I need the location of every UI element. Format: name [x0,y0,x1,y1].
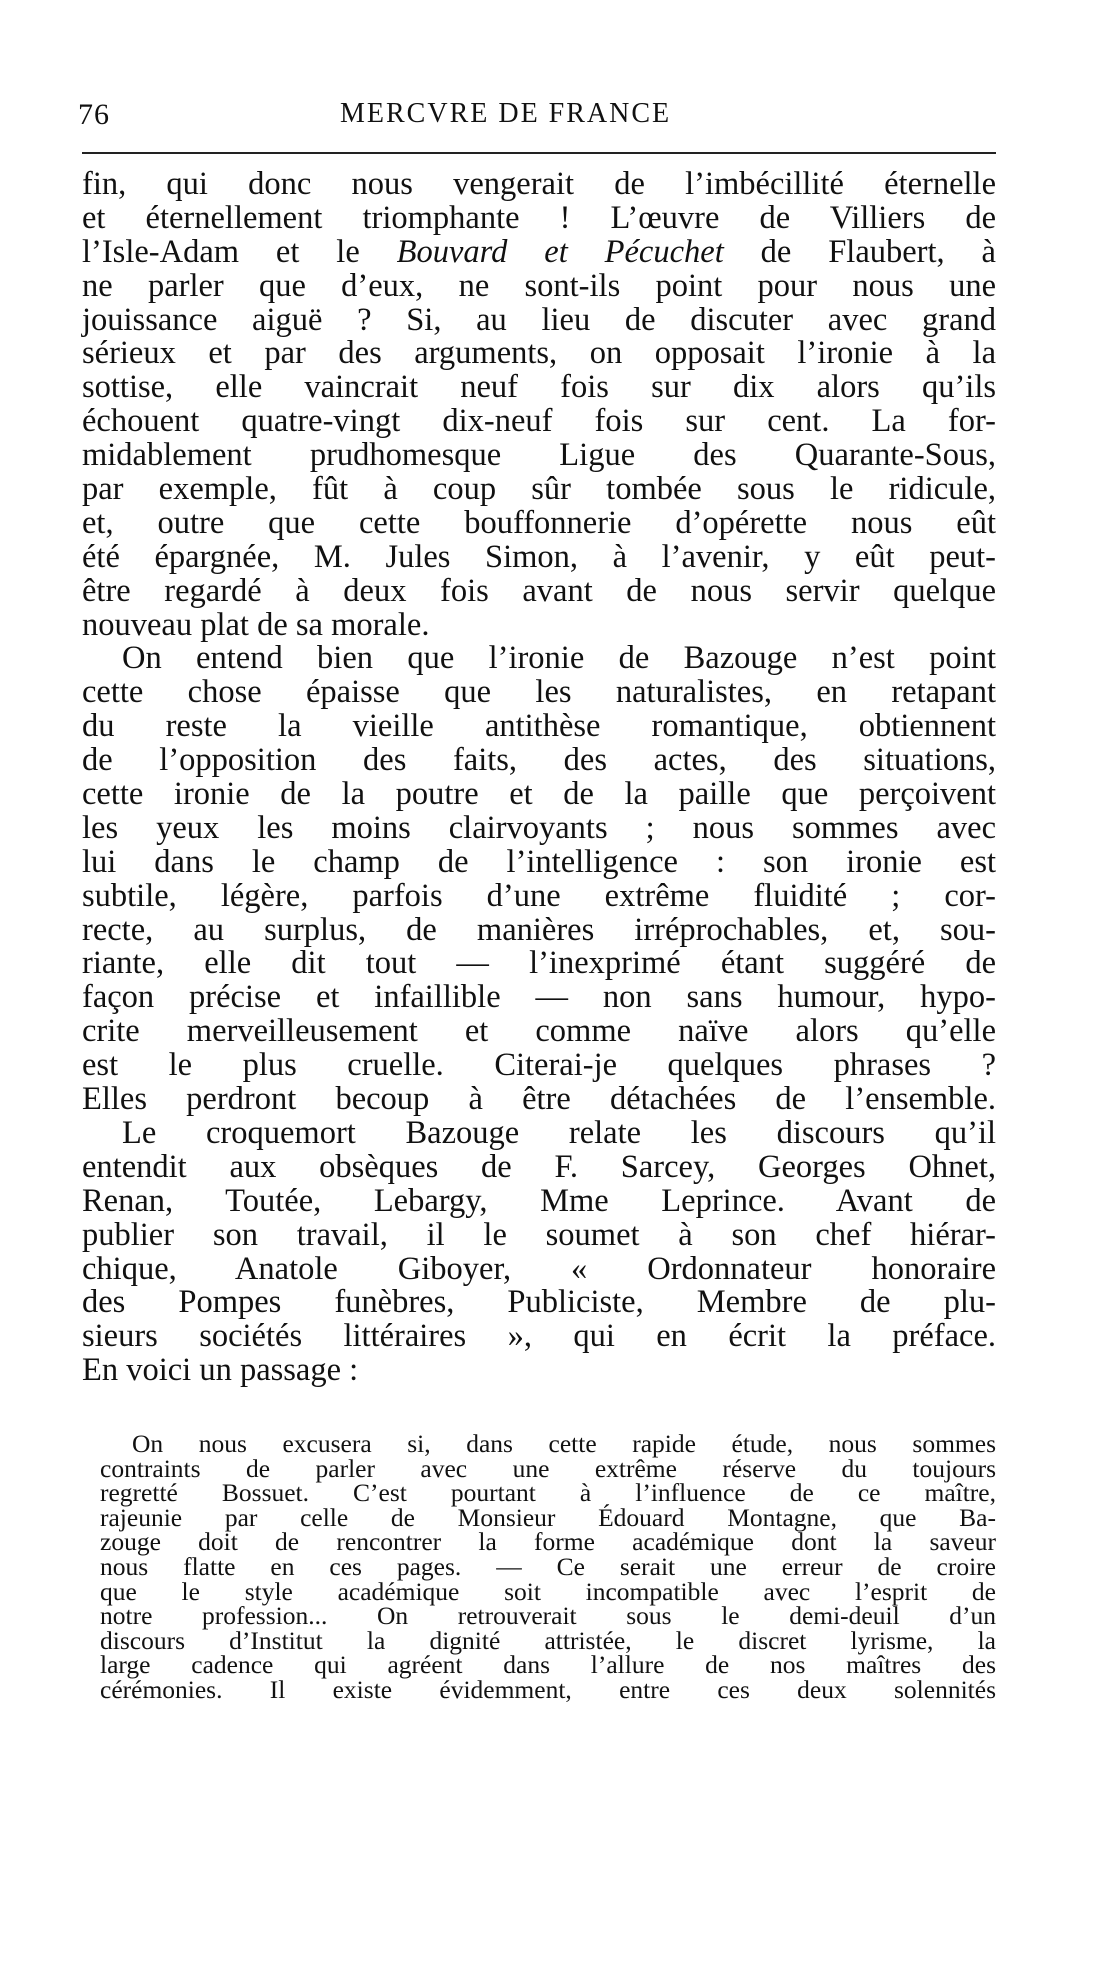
text-line: façon précise et infaillible — non sans humour, hypo- [82,979,996,1016]
text-line: des Pompes funèbres, Publiciste, Membre de plu- [82,1284,996,1321]
text-line: Le croquemort Bazouge relate les discours qu’il [122,1114,996,1151]
text-line: entendit aux obsèques de F. Sarcey, Georges Ohnet, [82,1148,996,1185]
text-line: est le plus cruelle. Citerai-je quelques phrases ? [82,1047,996,1084]
quoted-passage [100,1429,996,1704]
header-rule [82,152,996,154]
text-line: nouveau plat de sa morale. [82,606,430,643]
text-line: jouissance aiguë ? Si, au lieu de discuter avec grand [82,301,996,338]
quote-line: contraints de parler avec une extrême réserve du toujours [100,1453,996,1483]
text-line: les yeux les moins clairvoyants ; nous sommes avec [82,809,996,846]
text-line: cette chose épaisse que les naturalistes, en retapant [82,674,996,711]
text-line: On entend bien que l’ironie de Bazouge n’est point [122,640,996,677]
quote-line: discours d’Institut la dignité attristée, le discret lyrisme, la [100,1625,996,1655]
text-line: sottise, elle vaincrait neuf fois sur dix alors qu’ils [82,369,996,406]
text-line: par exemple, fût à coup sûr tombée sous le ridicule, [82,471,996,508]
text-line: cette ironie de la poutre et de la paille que perçoivent [82,776,996,813]
page-header [78,92,1000,136]
text-line: sérieux et par des arguments, on opposait l’ironie à la [82,335,996,372]
quote-line: nous flatte en ces pages. — Ce serait une erreur de croire [100,1551,996,1581]
quote-line: zouge doit de rencontrer la forme académique dont la saveur [100,1527,996,1557]
text-line: En voici un passage : [82,1352,359,1389]
text-line: et éternellement triomphante ! L’œuvre de Villiers de [82,199,996,236]
text-line: crite merveilleusement et comme naïve alors qu’elle [82,1013,996,1050]
quote-line: large cadence qui agréent dans l’allure de nos maîtres des [100,1650,996,1680]
page-number: 76 [78,98,110,131]
text-line: l’Isle-Adam et le Bouvard et Pécuchet de Flaubert, à [82,233,996,270]
text-line: Elles perdront becoup à être détachées de l’ensemble. [82,1081,996,1118]
text-line: publier son travail, il le soumet à son chef hiérar- [82,1216,996,1253]
quote-line: rajeunie par celle de Monsieur Édouard Montagne, que Ba- [100,1502,996,1532]
text-line: et, outre que cette bouffonnerie d’opérette nous eût [82,504,996,541]
quote-line: regretté Bossuet. C’est pourtant à l’influence de ce maître, [100,1478,996,1508]
text-line: subtile, légère, parfois d’une extrême fluidité ; cor- [82,877,996,914]
text-line: chique, Anatole Giboyer, « Ordonnateur honoraire [82,1250,996,1287]
quote-line: notre profession... On retrouverait sous le demi-deuil d’un [100,1601,996,1631]
text-line: lui dans le champ de l’intelligence : son ironie est [82,843,996,880]
quote-line: On nous excusera si, dans cette rapide étude, nous sommes [132,1429,996,1458]
text-line: ne parler que d’eux, ne sont-ils point pour nous une [82,267,996,304]
text-line: sieurs sociétés littéraires », qui en écrit la préface. [82,1318,996,1355]
body-text [82,168,996,1388]
text-line: du reste la vieille antithèse romantique, obtiennent [82,708,996,745]
text-line: être regardé à deux fois avant de nous servir quelque [82,572,996,609]
text-line: de l’opposition des faits, des actes, des situations, [82,742,996,779]
running-title: MERCVRE DE FRANCE [340,98,672,129]
text-line: Renan, Toutée, Lebargy, Mme Leprince. Avant de [82,1182,996,1219]
text-line: été épargnée, M. Jules Simon, à l’avenir, y eût peut- [82,538,996,575]
text-line: échouent quatre-vingt dix-neuf fois sur cent. La for- [82,403,996,440]
text-line: fin, qui donc nous vengerait de l’imbécillité éternelle [82,166,996,202]
quote-line: que le style académique soit incompatible avec l’esprit de [100,1576,996,1606]
quote-line: cérémonies. Il existe évidemment, entre ces deux solennités [100,1674,996,1704]
text-line: recte, au surplus, de manières irréprochables, et, sou- [82,911,996,948]
text-line: midablement prudhomesque Ligue des Quarante-Sous, [82,437,996,474]
text-line: riante, elle dit tout — l’inexprimé étant suggéré de [82,945,996,982]
